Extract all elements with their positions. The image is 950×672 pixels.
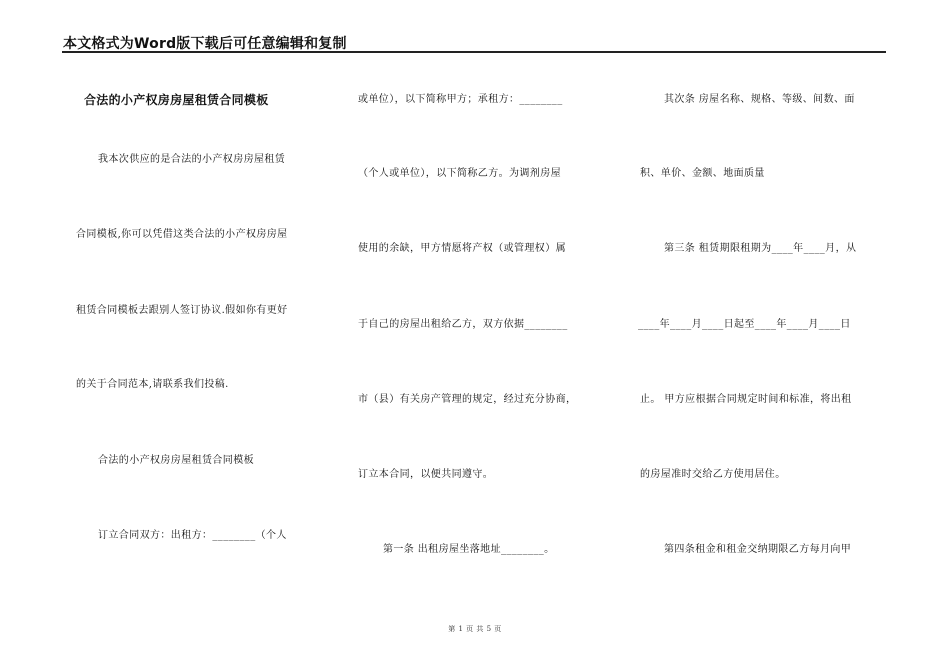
paragraph-line: 的房屋准时交给乙方使用居住。: [640, 469, 786, 480]
paragraph-line: （个人或单位），以下简称乙方。为调剂房屋: [358, 168, 561, 179]
paragraph-line: ____年____月____日起至____年____月____日: [638, 319, 851, 330]
text-column-1: [76, 0, 321, 600]
paragraph-line: 订立合同双方：出租方：________（个人: [98, 530, 287, 541]
paragraph-line: 订立本合同，以便共同遵守。: [358, 469, 494, 480]
paragraph-line: 第三条 租赁期限租期为____年____月，从: [664, 243, 857, 254]
paragraph-line: 其次条 房屋名称、规格、等级、间数、面: [664, 94, 855, 105]
paragraph-line: 第一条 出租房屋坐落地址________。: [383, 544, 555, 555]
paragraph-line: 积、单价、金额、地面质量: [640, 168, 765, 179]
paragraph-line: 止。 甲方应根据合同规定时间和标准，将出租: [640, 394, 852, 405]
document-header-title: 本文格式为Word版下载后可任意编辑和复制: [63, 36, 347, 52]
paragraph-line: 或单位），以下简称甲方；承租方：________: [358, 94, 563, 105]
page-number-footer: 第 1 页 共 5 页: [448, 625, 502, 633]
paragraph-line: 市（县）有关房产管理的规定，经过充分协商，: [358, 394, 577, 405]
paragraph-line: 的关于合同范本,请联系我们投稿.: [76, 379, 229, 390]
paragraph-line: 合同模板,你可以凭借这类合法的小产权房房屋: [76, 229, 288, 240]
document-title: 合法的小产权房房屋租赁合同模板: [84, 93, 269, 107]
paragraph-line: 于自己的房屋出租给乙方，双方依据________: [358, 319, 568, 330]
paragraph-line: 我本次供应的是合法的小产权房房屋租赁: [98, 154, 286, 165]
text-column-2: [358, 0, 608, 600]
paragraph-line: 租赁合同模板去跟别人签订协议.假如你有更好: [76, 305, 288, 316]
paragraph-line: 使用的余缺，甲方情愿将产权（或管理权）属: [358, 243, 566, 254]
paragraph-line: 第四条租金和租金交纳期限乙方每月向甲: [664, 544, 852, 555]
text-column-3: [637, 0, 887, 600]
paragraph-line: 合法的小产权房房屋租赁合同模板: [98, 455, 254, 466]
